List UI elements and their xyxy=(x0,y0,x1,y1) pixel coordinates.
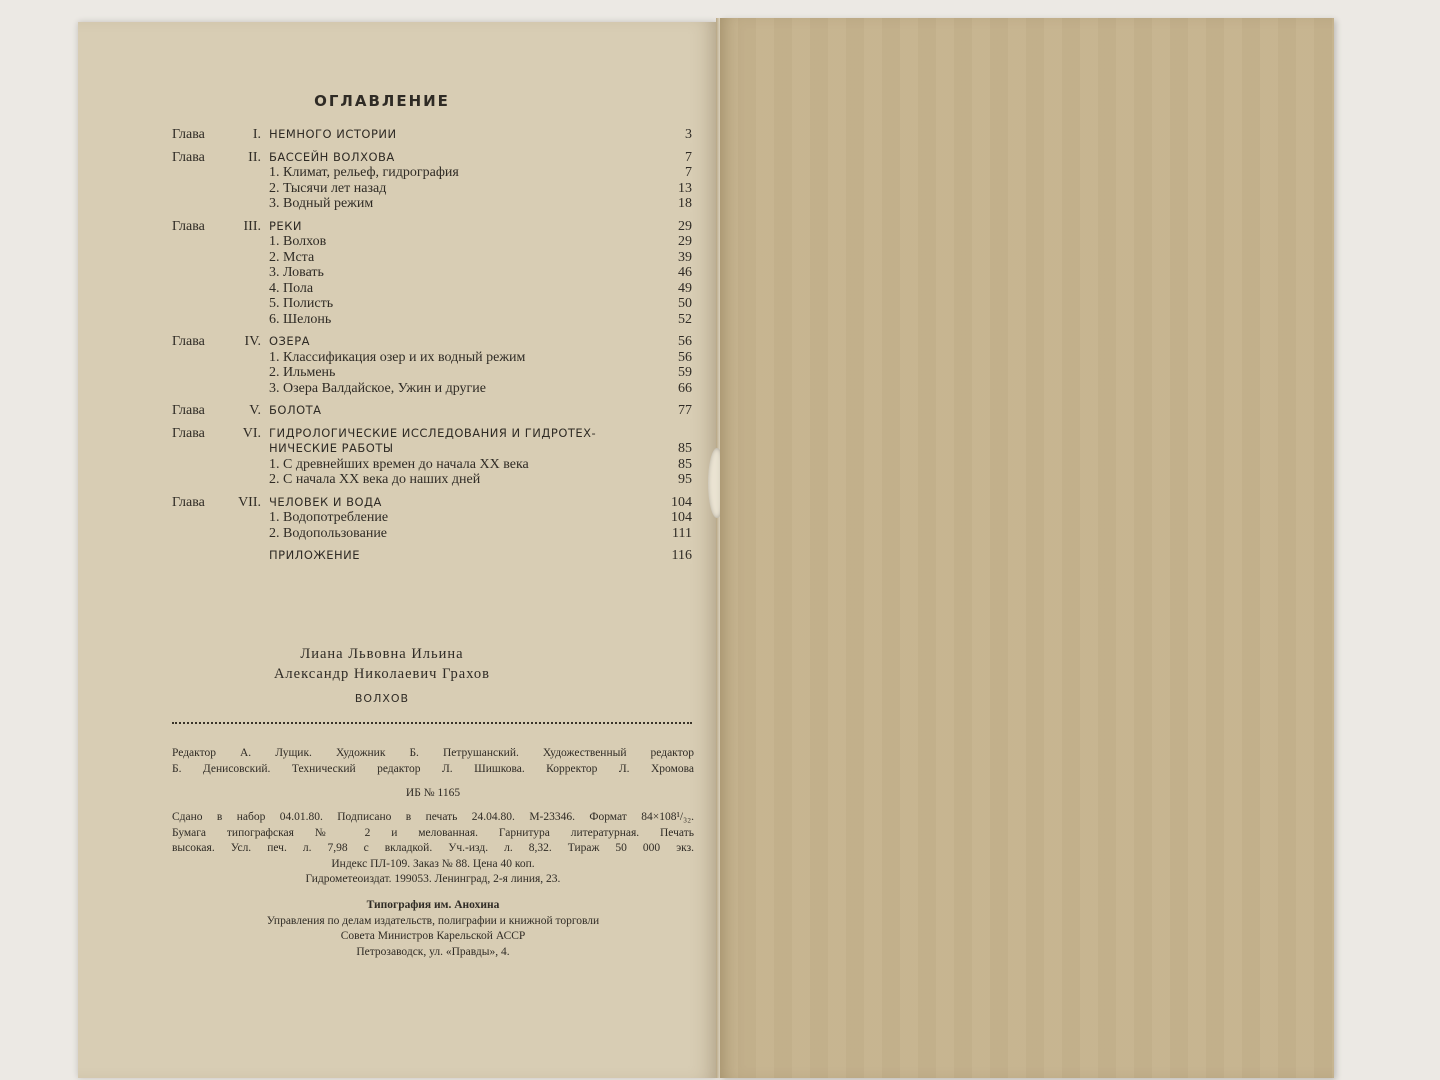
toc-section-row xyxy=(172,457,692,473)
editors-line-1: Редактор А. Лущик. Художник Б. Петрушанский. Художественный редактор xyxy=(172,747,694,759)
section-title-text: 3. Водный режим xyxy=(269,196,377,211)
editors-line-2: Б. Денисовский. Технический редактор Л. Шишкова. Корректор Л. Хромова xyxy=(172,762,694,775)
chapter-number: V. xyxy=(249,403,261,418)
toc-section-row xyxy=(172,281,692,297)
section-title-text: 6. Шелонь xyxy=(269,312,335,327)
page-number: 39 xyxy=(652,250,692,266)
section-title-text: 1. Волхов xyxy=(269,234,330,249)
toc-chapter-row xyxy=(172,150,692,166)
chapter-title-text: БАССЕЙН ВОЛХОВА xyxy=(269,150,399,164)
chapter-label: Глава xyxy=(172,334,205,349)
chapter-label: Глава xyxy=(172,494,205,510)
section-title xyxy=(269,365,670,381)
print-info-line-3: высокая. Усл. печ. л. 7,98 с вкладкой. Уч.-изд. л. 8,32. Тираж 50 000 экз. xyxy=(172,842,694,854)
section-title-text: 2. Мста xyxy=(269,250,318,265)
toc-appendix-row xyxy=(172,548,692,564)
section-title-text: 3. Ловать xyxy=(269,265,328,280)
publisher-line: Гидрометеоиздат. 199053. Ленинград, 2-я линия, 23. xyxy=(305,873,561,885)
chapter-title xyxy=(269,426,670,442)
toc-chapter-row xyxy=(172,334,692,350)
section-title xyxy=(269,250,670,266)
chapter-label: Глава xyxy=(172,218,205,234)
print-info-block xyxy=(172,810,694,888)
page-number: 116 xyxy=(652,548,692,564)
left-page xyxy=(78,22,718,1078)
page-number: 52 xyxy=(652,312,692,328)
section-title-text: 2. Ильмень xyxy=(269,365,339,380)
page-number: 111 xyxy=(652,526,692,542)
chapter-number: VI. xyxy=(242,425,261,441)
page-number: 3 xyxy=(652,127,692,143)
toc-heading: ОГЛАВЛЕНИЕ xyxy=(314,92,450,110)
toc-gap xyxy=(172,327,692,334)
toc-section-row xyxy=(172,196,692,212)
toc-section-row xyxy=(172,365,692,381)
page-number: 7 xyxy=(652,150,692,166)
page-number: 29 xyxy=(652,234,692,250)
chapter-number: IV. xyxy=(244,334,261,349)
ib-number: ИБ № 1165 xyxy=(405,787,461,799)
toc-section-row xyxy=(172,265,692,281)
toc-section-row xyxy=(172,165,692,181)
section-title xyxy=(269,381,670,397)
print-info-line-1: Сдано в набор 04.01.80. Подписано в печать 24.04.80. М-23346. Формат 84×108¹/₃₂. xyxy=(172,811,694,823)
chapter-title-text: БОЛОТА xyxy=(269,403,326,417)
chapter-title xyxy=(269,127,670,143)
printer-line-2: Совета Министров Карельской АССР xyxy=(340,930,526,942)
editors-block xyxy=(172,746,694,777)
right-page-blank xyxy=(720,18,1334,1078)
chapter-number: II. xyxy=(248,149,261,165)
section-title-text: 1. Климат, рельеф, гидрография xyxy=(269,165,463,180)
page-number: 77 xyxy=(652,403,692,419)
toc-section-row xyxy=(172,526,692,542)
page-number: 49 xyxy=(652,281,692,297)
toc-section-row xyxy=(172,472,692,488)
printer-block xyxy=(172,898,694,960)
chapter-title xyxy=(269,334,670,350)
section-title xyxy=(269,350,670,366)
section-title xyxy=(269,312,670,328)
chapter-label: Глава xyxy=(172,149,205,165)
page-number: 7 xyxy=(652,165,692,181)
section-title-text: 5. Полисть xyxy=(269,296,337,311)
printer-line-1: Управления по делам издательств, полиграфии и книжной торговли xyxy=(266,914,600,927)
printer-line-3: Петрозаводск, ул. «Правды», 4. xyxy=(356,945,510,958)
chapter-number: I. xyxy=(252,127,261,142)
toc-chapter-row xyxy=(172,495,692,511)
toc-section-row xyxy=(172,312,692,328)
toc-chapter-row xyxy=(172,426,692,442)
chapter-title-text: ЧЕЛОВЕК И ВОДА xyxy=(269,495,386,509)
chapter-title-text: ГИДРОЛОГИЧЕСКИЕ ИССЛЕДОВАНИЯ И ГИДРОТЕХ- xyxy=(269,426,600,440)
toc-gap xyxy=(172,396,692,403)
print-info-line-2: Бумага типографская № 2 и мелованная. Гарнитура литературная. Печать xyxy=(172,826,694,839)
page-number: 18 xyxy=(652,196,692,212)
page-number: 104 xyxy=(652,510,692,526)
chapter-number: VII. xyxy=(238,494,261,510)
toc-section-row xyxy=(172,350,692,366)
chapter-label: Глава xyxy=(172,127,205,142)
section-title xyxy=(269,165,670,181)
toc-chapter-row xyxy=(172,127,692,143)
toc-section-row xyxy=(172,510,692,526)
page-number: 66 xyxy=(652,381,692,397)
section-title-text: 2. С начала XX века до наших дней xyxy=(269,472,484,487)
section-title xyxy=(269,234,670,250)
page-number: 104 xyxy=(652,495,692,511)
author-1: Лиана Львовна Ильина xyxy=(300,646,464,662)
chapter-title-text: НЕМНОГО ИСТОРИИ xyxy=(269,127,401,141)
section-title xyxy=(269,181,670,197)
page-number: 59 xyxy=(652,365,692,381)
index-line: Индекс ПЛ-109. Заказ № 88. Цена 40 коп. xyxy=(331,857,535,870)
toc-gap xyxy=(172,488,692,495)
author-2: Александр Николаевич Грахов xyxy=(273,666,491,682)
page-number: 85 xyxy=(652,457,692,473)
chapter-title-text: ОЗЕРА xyxy=(269,334,314,348)
dotted-divider xyxy=(172,722,692,724)
section-title-text: 3. Озера Валдайское, Ужин и другие xyxy=(269,381,490,396)
section-title-text: 1. Классификация озер и их водный режим xyxy=(269,350,529,365)
toc-section-row xyxy=(172,181,692,197)
chapter-title xyxy=(269,219,670,235)
page-number: 85 xyxy=(652,441,692,457)
page-number: 29 xyxy=(652,219,692,235)
toc-chapter-row xyxy=(172,219,692,235)
section-title xyxy=(269,265,670,281)
printer-name: Типография им. Анохина xyxy=(366,899,500,911)
toc-section-row xyxy=(172,250,692,266)
section-title xyxy=(269,472,670,488)
section-title xyxy=(269,296,670,312)
toc-gap xyxy=(172,143,692,150)
page-number: 50 xyxy=(652,296,692,312)
toc-gap xyxy=(172,212,692,219)
page-number: 13 xyxy=(652,181,692,197)
table-of-contents xyxy=(172,127,692,564)
chapter-title xyxy=(269,495,670,511)
toc-section-row xyxy=(172,296,692,312)
book-spread xyxy=(78,18,1334,1078)
section-title-text: 2. Водопользование xyxy=(269,526,391,541)
appendix-title xyxy=(269,548,670,564)
page-number: 56 xyxy=(652,334,692,350)
toc-gap xyxy=(172,541,692,548)
section-title xyxy=(269,457,670,473)
page-number: 56 xyxy=(652,350,692,366)
section-title-text: 1. С древнейших времен до начала XX века xyxy=(269,457,533,472)
page-number: 46 xyxy=(652,265,692,281)
chapter-label: Глава xyxy=(172,425,205,441)
toc-chapter-row xyxy=(172,403,692,419)
appendix-title-text: ПРИЛОЖЕНИЕ xyxy=(269,548,364,562)
section-title xyxy=(269,196,670,212)
chapter-label: Глава xyxy=(172,403,205,418)
chapter-title xyxy=(269,150,670,166)
toc-section-row xyxy=(172,381,692,397)
chapter-title-text: РЕКИ xyxy=(269,219,306,233)
section-title xyxy=(269,510,670,526)
chapter-title xyxy=(269,403,670,419)
section-title-text: 2. Тысячи лет назад xyxy=(269,181,390,196)
section-title xyxy=(269,526,670,542)
chapter-title-text: НИЧЕСКИЕ РАБОТЫ xyxy=(269,441,398,455)
toc-chapter-row-cont xyxy=(172,441,692,457)
section-title-text: 1. Водопотребление xyxy=(269,510,392,525)
section-title-text: 4. Пола xyxy=(269,281,317,296)
section-title xyxy=(269,281,670,297)
chapter-title-cont xyxy=(269,441,670,457)
page-number: 95 xyxy=(652,472,692,488)
toc-gap xyxy=(172,419,692,426)
toc-section-row xyxy=(172,234,692,250)
book-title: ВОЛХОВ xyxy=(354,692,410,705)
chapter-number: III. xyxy=(243,218,261,234)
